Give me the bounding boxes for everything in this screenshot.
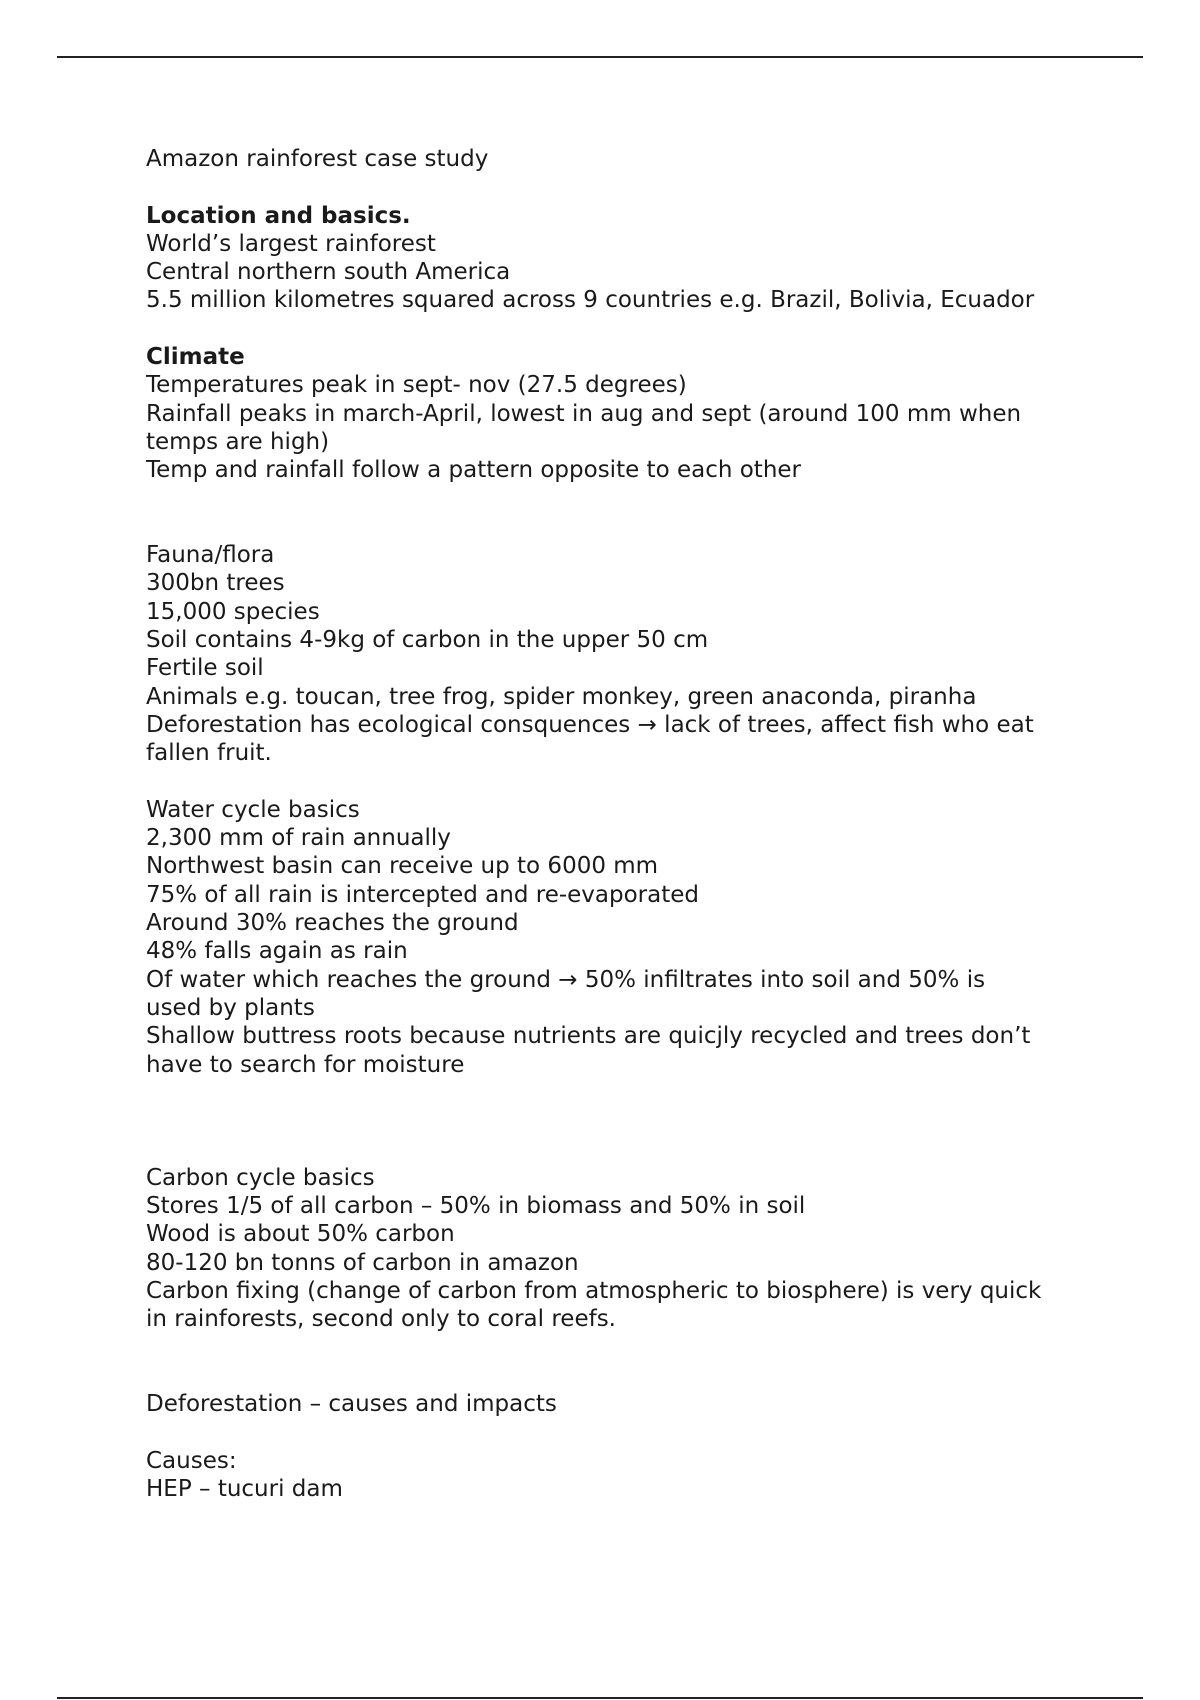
climate-line: Temperatures peak in sept- nov (27.5 degrees)	[146, 372, 687, 399]
causes-label: Causes:	[146, 1447, 237, 1474]
section-heading-climate: Climate	[146, 344, 245, 371]
section-fauna-flora	[146, 541, 1046, 767]
water-line: Northwest basin can receive up to 6000 mm	[146, 853, 659, 880]
header-rule	[57, 56, 1143, 58]
section-water-cycle	[146, 796, 1046, 1079]
climate-line: Rainfall peaks in march-April, lowest in aug and sept (around 100 mm when temps are high)	[146, 400, 1029, 455]
carbon-line: 80-120 bn tonns of carbon in amazon	[146, 1249, 579, 1276]
carbon-line: Wood is about 50% carbon	[146, 1221, 455, 1248]
fauna-line: 15,000 species	[146, 598, 320, 625]
section-heading-carbon-cycle: Carbon cycle basics	[146, 1164, 375, 1191]
location-line: 5.5 million kilometres squared across 9 countries e.g. Brazil, Bolivia, Ecuador	[146, 287, 1035, 314]
document-body	[146, 145, 1049, 1503]
fauna-line: Fertile soil	[146, 655, 264, 682]
water-line: Of water which reaches the ground → 50% infiltrates into soil and 50% is used by plants	[146, 966, 993, 1021]
water-line: Around 30% reaches the ground	[146, 910, 519, 937]
deforestation-line: HEP – tucuri dam	[146, 1475, 343, 1502]
climate-line: Temp and rainfall follow a pattern opposite to each other	[146, 457, 802, 484]
section-climate	[146, 343, 1046, 484]
location-line: Central northern south America	[146, 259, 511, 286]
section-deforestation	[146, 1390, 1046, 1503]
section-carbon-cycle	[146, 1164, 1049, 1334]
water-line: 75% of all rain is intercepted and re-evaporated	[146, 881, 699, 908]
section-location	[146, 202, 1046, 315]
section-heading-fauna-flora: Fauna/flora	[146, 542, 275, 569]
carbon-line: Stores 1/5 of all carbon – 50% in biomass and 50% in soil	[146, 1192, 806, 1219]
fauna-line: Deforestation has ecological consquences → lack of trees, affect fish who eat fallen fruit.	[146, 711, 1042, 767]
carbon-line: Carbon fixing (change of carbon from atmospheric to biosphere) is very quick in rainforests, second only to coral reefs.	[146, 1277, 1049, 1333]
footer-rule	[57, 1697, 1143, 1699]
section-heading-location: Location and basics.	[146, 202, 411, 229]
section-heading-water-cycle: Water cycle basics	[146, 796, 360, 823]
water-line: Shallow buttress roots because nutrients are quicjly recycled and trees don’t have to search for moisture	[146, 1023, 1038, 1078]
fauna-line: Soil contains 4-9kg of carbon in the upper 50 cm	[146, 627, 709, 654]
section-heading-deforestation: Deforestation – causes and impacts	[146, 1391, 557, 1418]
fauna-line: 300bn trees	[146, 570, 285, 597]
location-line: World’s largest rainforest	[146, 230, 436, 257]
fauna-line: Animals e.g. toucan, tree frog, spider monkey, green anaconda, piranha	[146, 683, 977, 710]
water-line: 48% falls again as rain	[146, 938, 408, 965]
water-line: 2,300 mm of rain annually	[146, 825, 451, 852]
document-title: Amazon rainforest case study	[146, 146, 489, 172]
